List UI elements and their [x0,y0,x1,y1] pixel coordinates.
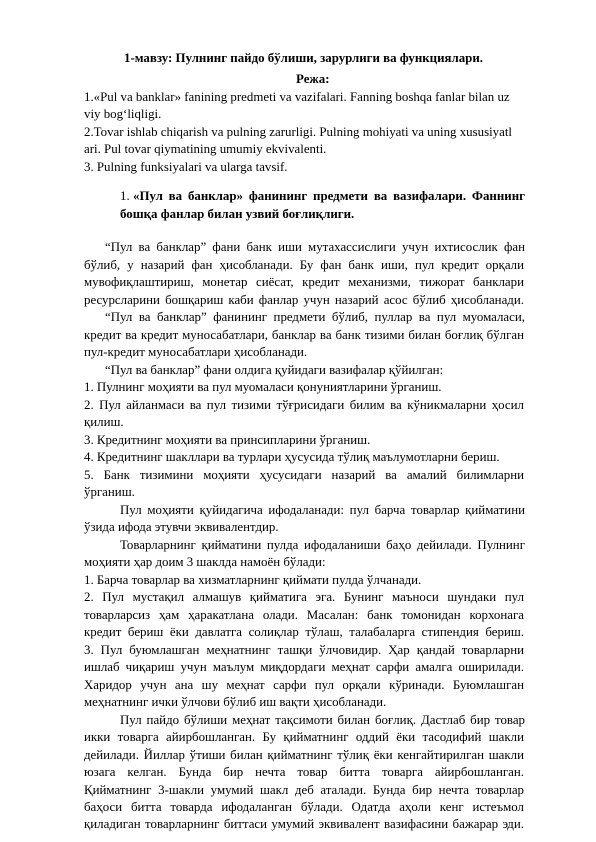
list-item: 5. Банк тизимини моҳияти ҳусусидаги назарий ва амалий билимларни [84,468,524,482]
body-line: бўлиб, у назарий фан ҳисобланади. Бу фан банк иши, пул кредит орқали [84,258,524,272]
body-line: “Пул ва банклар” фани банк иши мутахассислиги учун ихтисослик фан [105,240,525,254]
plan-heading: Режа: [296,72,330,86]
body-line: ўзида ифода этувчи эквивалентдир. [84,520,279,534]
body-line: қиладиган товарларнинг биттаси умумий эквивалент вазифасини бажарар эди. [84,817,524,831]
list-item: 4. Кредитнинг шакллари ва турлари ҳусусида тўлиқ маълумотларни бериш. [84,450,500,464]
section-heading-line: бошқа фанлар билан узвий боғлиқлиги. [120,207,355,221]
list-item: 1. Барча товарлар ва хизматларнинг қиймати пулда ўлчанади. [84,573,422,587]
section-heading-number: 1. [120,189,130,203]
body-line: юзага келган. Бунда бир нечта товар битта товарга айирбошланган. [84,765,524,779]
list-item: 3. Пул буюмлашган меҳнатнинг ташқи ўлчовидир. Ҳар қандай товарларни [84,643,524,657]
section-heading-line: «Пул ва банклар» фанининг предмети ва вазифалари. Фаннинг [133,189,525,203]
plan-line: 2.Tovar ishlab chiqarish va pulning zarurligi. Pulning mohiyati va uning xususiyatl [84,125,513,139]
body-line: Қийматнинг 3-шакли умумий шакл деб аталади. Бунда бир нечта товарлар [84,783,524,797]
body-line: ўрганиш. [84,485,135,499]
body-line: кредит ва кредит муносабатлари, банклар ва банк тизими билан боғлиқ бўлган [84,328,524,342]
body-line: Пул пайдо бўлиши меҳнат тақсимоти билан боғлиқ. Дастлаб бир товар [120,713,525,727]
body-line: “Пул ва банклар” фани олдига қуйидаги вазифалар қўйилган: [105,363,444,377]
body-line: баҳоси битта товарда ифодаланган бўлади. Одатда аҳоли кенг истеъмол [84,800,524,814]
body-line: моҳияти ҳар доим 3 шаклда намоён бўлади: [84,555,326,569]
plan-line: viy bog‘liqligi. [84,107,162,121]
plan-line: ari. Pul tovar qiymatining umumiy ekvivalenti. [84,142,327,156]
body-line: Товарларнинг қийматини пулда ифодаланиши баҳо дейилади. Пулнинг [120,538,525,552]
body-line: “Пул ва банклар” фанининг предмети бўлиб, пуллар ва пул муомаласи, [105,310,525,324]
body-line: товарларсиз ҳам ҳаракатлана олади. Масалан: банк томонидан корхонага [84,608,524,622]
body-line: икки товарга айирбошланган. Бу қийматнинг оддий ёки тасодифий шакли [84,730,524,744]
body-line: қилиш. [84,415,124,429]
body-line: Пул моҳияти қуйидагича ифодаланади: пул барча товарлар қийматини [120,503,525,517]
body-line: Харидор учун ана шу меҳнат сарфи пул орқали кўринади. Буюмлашган [84,678,524,692]
list-item: 2. Пул айланмаси ва пул тизими тўғрисидаги билим ва кўникмаларни ҳосил [84,398,524,412]
body-line: дейилади. Йиллар ўтиши билан қийматнинг тўлиқ ёки кенгайтирилган шакли [84,748,524,762]
list-item: 2. Пул мустақил алмашув қийматига эга. Бунинг маъноси шундаки пул [84,590,524,604]
body-line: меҳнатнинг ички ўлчови бўлиб иш вақти ҳисобланади. [84,695,387,709]
plan-line: 3. Pulning funksiyalari va ularga tavsif. [84,160,288,174]
body-line: мувофиқлаштириш, монетар сиёсат, кредит механизми, тижорат банклари [84,275,524,289]
list-item: 3. Кредитнинг моҳияти ва принсипларини ўрганиш. [84,433,371,447]
body-line: пул-кредит муносабатлари ҳисобланади. [84,345,308,359]
document-title: 1-мавзу: Пулнинг пайдо бўлиши, зарурлиги ва функциялари. [124,51,484,65]
body-line: ресурсларини бошқариш каби фанлар учун назарий асос бўлиб ҳисобланади. [84,293,524,307]
list-item: 1. Пулнинг моҳияти ва пул муомаласи қонуниятларини ўрганиш. [84,380,442,394]
plan-line: 1.«Pul va banklar» fanining predmeti va vazifalari. Fanning boshqa fanlar bilan uz [84,90,510,104]
body-line: ишлаб чиқариш учун маълум миқдордаги меҳнат сарфи амалга оширилади. [84,660,524,674]
body-line: кредит бериш ёки давлатга солиқлар тўлаш, талабаларга стипендия бериш. [84,625,524,639]
